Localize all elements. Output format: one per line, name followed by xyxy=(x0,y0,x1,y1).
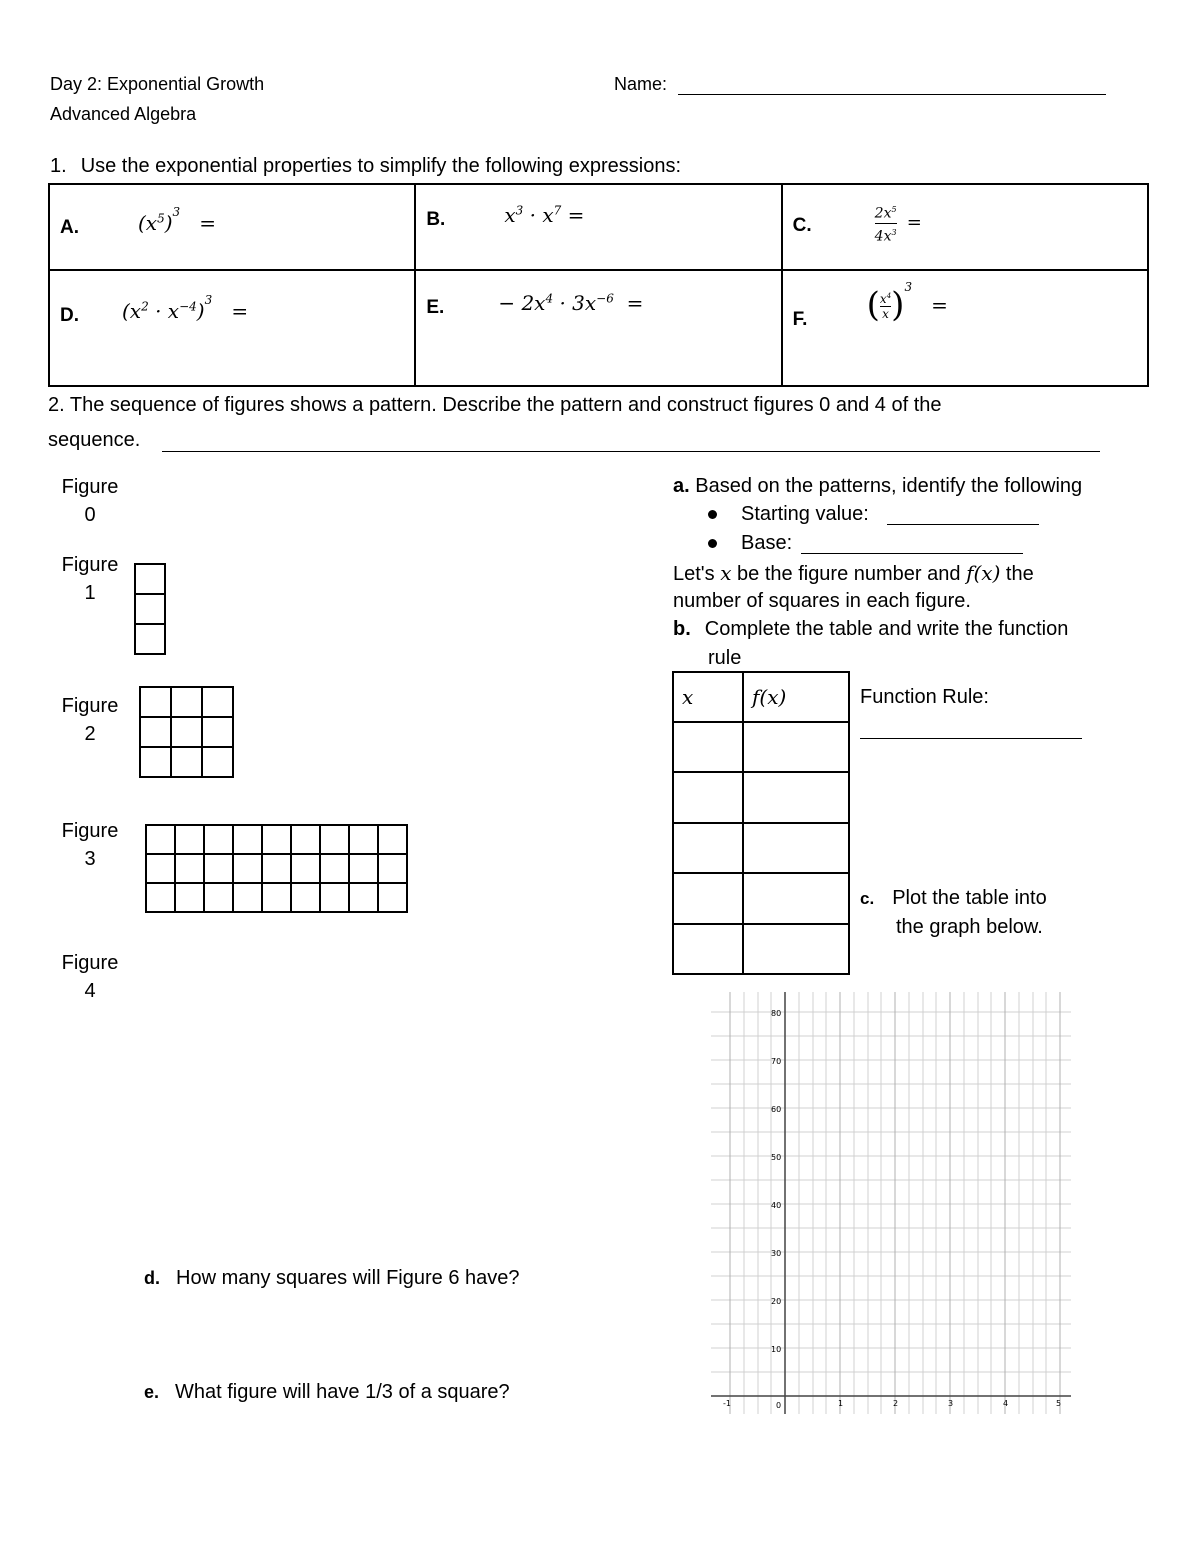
x-label-5: 5 xyxy=(1056,1399,1062,1408)
expressions-table xyxy=(48,183,1149,387)
pattern-description-field[interactable] xyxy=(162,451,1100,452)
expr-b: $x^3 \cdot x^7$ = xyxy=(504,203,585,227)
part-b-rule: rule xyxy=(708,647,742,669)
expr-f: ( $\frac{x^4}{x}$ )$^3$ = xyxy=(866,279,948,325)
expr-a: $(x^5)^3$ = xyxy=(138,205,217,235)
y-label-10: 10 xyxy=(771,1345,782,1354)
y-label-50: 50 xyxy=(771,1153,782,1162)
function-table xyxy=(672,671,850,975)
cell-a[interactable]: A. $(x^5)^3$ = xyxy=(49,184,415,270)
part-b: b. Complete the table and write the function xyxy=(673,618,1069,640)
figure-3-label: Figure 3 xyxy=(61,820,119,870)
course-name: Advanced Algebra xyxy=(50,104,197,124)
y-label-70: 70 xyxy=(771,1057,782,1066)
fx-cell[interactable] xyxy=(743,873,849,923)
function-rule-label: Function Rule: xyxy=(860,686,989,708)
question-1: 1. Use the exponential properties to simplify the following expressions: xyxy=(50,155,681,177)
y-label-60: 60 xyxy=(771,1105,782,1114)
x-label-3: 3 xyxy=(948,1399,954,1408)
figure-4-label: Figure 4 xyxy=(61,952,119,1002)
y-label-30: 30 xyxy=(771,1249,782,1258)
worksheet-title: Day 2: Exponential Growth xyxy=(50,74,265,94)
cell-e[interactable]: E. − $2x^4 \cdot 3x^{-6}$ = xyxy=(415,270,781,386)
lets-line-2: number of squares in each figure. xyxy=(673,590,971,612)
part-a: a. Based on the patterns, identify the following xyxy=(673,475,1083,497)
fx-cell[interactable] xyxy=(743,722,849,772)
expr-c: $\frac{2x^5}{4x^3}$ = xyxy=(875,201,922,245)
x-cell[interactable] xyxy=(673,873,743,923)
x-cell[interactable] xyxy=(673,924,743,974)
figure-3-grid xyxy=(145,824,408,913)
part-e: e. What figure will have 1/3 of a square? xyxy=(144,1381,510,1403)
cell-b[interactable]: B. $x^3 \cdot x^7$ = xyxy=(415,184,781,270)
x-label-0: 0 xyxy=(776,1401,782,1410)
cell-d[interactable]: D. $(x^2 \cdot x^{-4})^3$ = xyxy=(49,270,415,386)
part-d: d. How many squares will Figure 6 have? xyxy=(144,1267,520,1289)
x-label-4: 4 xyxy=(1003,1399,1009,1408)
part-c: c. Plot the table into xyxy=(860,887,1047,909)
cell-c[interactable]: C. $\frac{2x^5}{4x^3}$ = xyxy=(782,184,1148,270)
question-2-line2: sequence. xyxy=(48,429,141,451)
y-label-80: 80 xyxy=(771,1009,782,1018)
x-cell[interactable] xyxy=(673,722,743,772)
bullet-icon xyxy=(708,510,717,519)
x-label-neg1: -1 xyxy=(723,1399,731,1408)
base-field[interactable] xyxy=(801,553,1023,554)
expr-d: $(x^2 \cdot x^{-4})^3$ = xyxy=(122,293,249,323)
x-label-1: 1 xyxy=(838,1399,844,1408)
part-c-line2: the graph below. xyxy=(896,916,1043,938)
base-item: Base: xyxy=(708,532,792,555)
figure-0-label: Figure 0 xyxy=(61,476,119,526)
name-field[interactable] xyxy=(678,94,1106,95)
col-fx-header: f(x) xyxy=(743,672,849,722)
figure-2-label: Figure 2 xyxy=(61,695,119,745)
x-label-2: 2 xyxy=(893,1399,899,1408)
x-cell[interactable] xyxy=(673,823,743,873)
lets-line-1: Let's x be the figure number and f(x) the xyxy=(673,561,1034,585)
starting-value-field[interactable] xyxy=(887,524,1039,525)
fx-cell[interactable] xyxy=(743,823,849,873)
figure-2-grid xyxy=(139,686,234,778)
col-x-header: x xyxy=(673,672,743,722)
fx-cell[interactable] xyxy=(743,924,849,974)
fx-cell[interactable] xyxy=(743,772,849,822)
figure-1-label: Figure 1 xyxy=(61,554,119,604)
x-cell[interactable] xyxy=(673,772,743,822)
y-label-20: 20 xyxy=(771,1297,782,1306)
coordinate-graph[interactable] xyxy=(705,990,1077,1420)
question-2-line1: 2. The sequence of figures shows a pattern. Describe the pattern and construct figures 0 and 4 of the xyxy=(48,394,942,416)
cell-f[interactable]: F. ( $\frac{x^4}{x}$ )$^3$ = xyxy=(782,270,1148,386)
name-label: Name: xyxy=(614,74,668,94)
y-label-40: 40 xyxy=(771,1201,782,1210)
bullet-icon xyxy=(708,539,717,548)
starting-value-item: Starting value: xyxy=(708,503,869,526)
function-rule-field[interactable] xyxy=(860,738,1082,739)
expr-e: − $2x^4 \cdot 3x^{-6}$ = xyxy=(498,291,644,315)
figure-1-grid xyxy=(134,563,166,655)
